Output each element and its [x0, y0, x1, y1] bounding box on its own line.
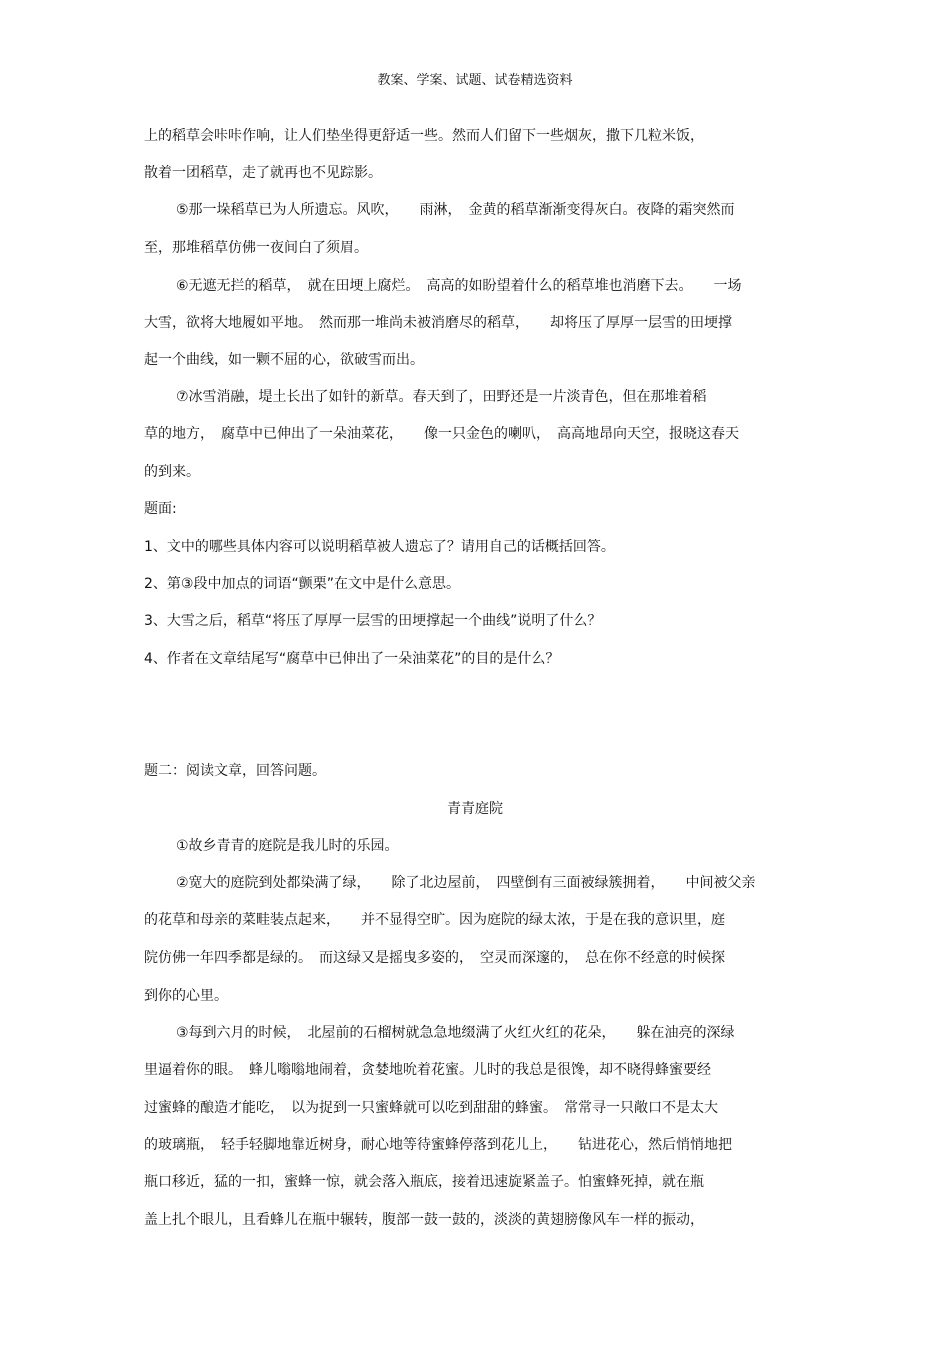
article-title: 青青庭院 — [447, 801, 503, 817]
passage-line: 里逼着你的眼。 蜂儿嗡嗡地闹着，贪婪地吮着花蜜。儿时的我总是很馋，却不晓得蜂蜜要经 — [144, 1062, 711, 1078]
passage-line: 的花草和母亲的菜畦装点起来， 并不显得空旷。因为庭院的绿太浓，于是在我的意识里，庭 — [144, 912, 725, 928]
passage-line: 至，那堆稻草仿佛一夜间白了须眉。 — [144, 240, 368, 256]
passage-line: ③每到六月的时候， 北屋前的石榴树就急急地缀满了火红火红的花朵， 躲在油亮的深绿 — [176, 1025, 735, 1041]
questions-label: 题面: — [144, 501, 177, 517]
passage-line: ⑤那一垛稻草已为人所遗忘。风吹， 雨淋， 金黄的稻草渐渐变得灰白。夜降的霜突然而 — [176, 202, 735, 218]
passage-line: 瓶口移近，猛的一扣，蜜蜂一惊，就会落入瓶底，接着迅速旋紧盖子。怕蜜蜂死掉，就在瓶 — [144, 1174, 704, 1190]
passage-line: 草的地方， 腐草中已伸出了一朵油菜花， 像一只金色的喇叭， 高高地昂向天空，报晓这春天 — [144, 426, 739, 442]
question-item: 4、作者在文章结尾写“腐草中已伸出了一朵油菜花”的目的是什么？ — [144, 651, 560, 667]
section-heading: 题二：阅读文章，回答问题。 — [144, 763, 326, 779]
question-item: 2、第③段中加点的词语“颤栗”在文中是什么意思。 — [144, 576, 460, 592]
passage-line: ②宽大的庭院到处都染满了绿， 除了北边屋前， 四壁倒有三面被绿簇拥着， 中间被父亲 — [176, 875, 756, 891]
passage-line: 到你的心里。 — [144, 988, 228, 1004]
passage-line: ⑦冰雪消融，堤土长出了如针的新草。春天到了，田野还是一片淡青色，但在那堆着稻 — [176, 389, 707, 405]
passage-line: 过蜜蜂的酿造才能吃， 以为捉到一只蜜蜂就可以吃到甜甜的蜂蜜。 常常寻一只敞口不是太大 — [144, 1100, 718, 1116]
passage-line: 大雪，欲将大地履如平地。 然而那一堆尚未被消磨尽的稻草， 却将压了厚厚一层雪的田埂撑 — [144, 315, 732, 331]
question-item: 3、大雪之后，稻草“将压了厚厚一层雪的田埂撑起一个曲线”说明了什么？ — [144, 613, 602, 629]
passage-line: 的玻璃瓶， 轻手轻脚地靠近树身，耐心地等待蜜蜂停落到花儿上， 钻进花心，然后悄悄地把 — [144, 1137, 732, 1153]
question-item: 1、文中的哪些具体内容可以说明稻草被人遗忘了？请用自己的话概括回答。 — [144, 539, 615, 555]
passage-line: 散着一团稻草，走了就再也不见踪影。 — [144, 165, 382, 181]
passage-line: 的到来。 — [144, 464, 200, 480]
passage-line: ⑥无遮无拦的稻草， 就在田埂上腐烂。 高高的如盼望着什么的稻草堆也消磨下去。 一场 — [176, 278, 742, 294]
passage-line: ①故乡青青的庭院是我儿时的乐园。 — [176, 838, 399, 854]
passage-line: 院仿佛一年四季都是绿的。 而这绿又是摇曳多姿的， 空灵而深邃的， 总在你不经意的时候探 — [144, 950, 725, 966]
page-header: 教案、学案、试题、试卷精选资料 — [377, 73, 573, 88]
passage-line: 起一个曲线，如一颗不屈的心，欲破雪而出。 — [144, 352, 424, 368]
passage-line: 盖上扎个眼儿，且看蜂儿在瓶中辗转，腹部一鼓一鼓的，淡淡的黄翅膀像风车一样的振动， — [144, 1212, 704, 1228]
passage-line: 上的稻草会咔咔作响，让人们垫坐得更舒适一些。然而人们留下一些烟灰，撒下几粒米饭， — [144, 128, 704, 144]
